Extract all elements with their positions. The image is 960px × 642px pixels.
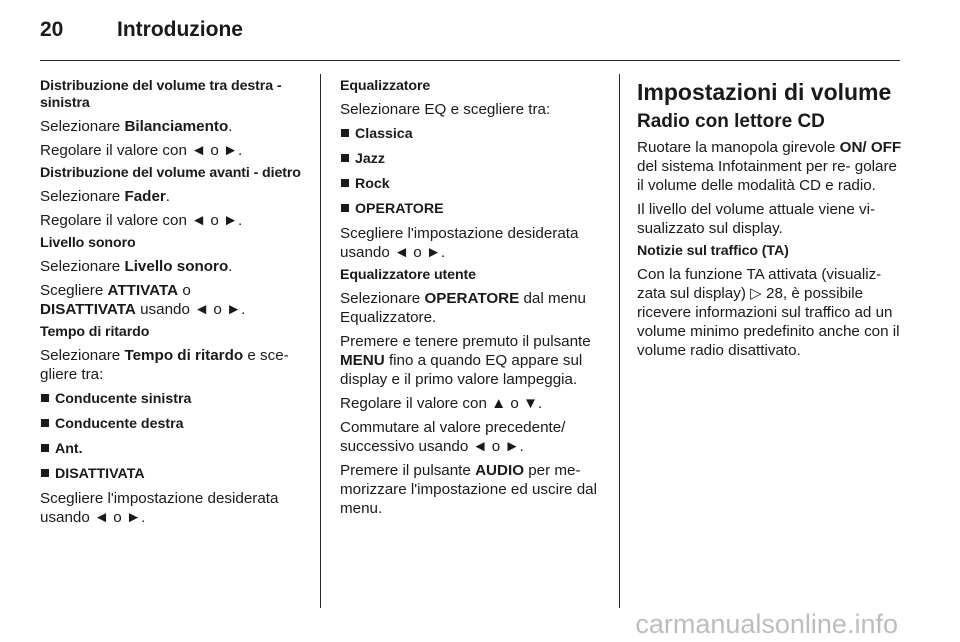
option-label: Ant. [55, 441, 83, 457]
delay-select [40, 346, 308, 384]
option-label: Classica [355, 126, 413, 142]
loudness-select [40, 257, 308, 276]
option-label: Conducente destra [55, 416, 184, 432]
list-item [340, 149, 606, 169]
text: . [165, 188, 171, 205]
loudness-choose [40, 281, 308, 319]
bullet-icon [341, 179, 349, 187]
text: dal menu Equalizzatore. [340, 290, 586, 326]
loudness-heading: Livello sonoro [40, 235, 136, 251]
list-item [40, 414, 308, 434]
fader-adjust: Regolare il valore con ◄ o ►. [40, 212, 243, 229]
radio-text [637, 138, 903, 195]
section-title: Impostazioni di volume [637, 79, 892, 105]
bullet-icon [341, 204, 349, 212]
text: usando ◄ o ►. [135, 301, 246, 318]
user-eq-select [340, 289, 606, 327]
text: per me- morizzare l'impostazione ed uscire dal menu. [340, 462, 597, 517]
eq-final: Scegliere l'impostazione desiderata usando ◄ o ►. [340, 225, 579, 261]
text: Premere e tenere premuto il pulsante [340, 333, 591, 350]
bullet-icon [41, 394, 49, 402]
delay-heading: Tempo di ritardo [40, 324, 150, 340]
audio-button-label: AUDIO [475, 462, 525, 479]
user-eq-store [340, 461, 606, 518]
option-label: Conducente sinistra [55, 391, 192, 407]
list-item [40, 389, 308, 409]
loudness-on: ATTIVATA [107, 282, 179, 299]
fader-heading: Distribuzione del volume avanti - dietro [40, 165, 301, 181]
user-eq-press [340, 332, 606, 389]
balance-adjust: Regolare il valore con ◄ o ►. [40, 142, 243, 159]
ta-text [637, 265, 903, 360]
bullet-icon [41, 444, 49, 452]
watermark: carmanualsonline.info [635, 609, 898, 639]
eq-intro: Selezionare EQ e scegliere tra: [340, 101, 551, 118]
column-3 [637, 78, 903, 365]
text: Con la funzione TA attivata (visualiz- zata sul display) [637, 266, 882, 302]
fader-select [40, 187, 308, 206]
ta-heading: Notizie sul traffico (TA) [637, 243, 789, 259]
list-item [340, 174, 606, 194]
text: . [228, 118, 233, 135]
text: Selezionare [40, 347, 125, 364]
bullet-icon [341, 129, 349, 137]
page-reference-icon[interactable]: ▷ [750, 285, 762, 302]
text: Selezionare [40, 118, 125, 135]
text: del sistema Infotainment per re- golare il volume delle modalità CD e radio. [637, 158, 898, 194]
text: Selezionare [340, 290, 425, 307]
column-divider-2 [619, 74, 620, 608]
option-label: DISATTIVATA [55, 466, 145, 482]
loudness-off: DISATTIVATA [40, 301, 136, 318]
text: Selezionare [40, 188, 125, 205]
bullet-icon [41, 469, 49, 477]
list-item [340, 124, 606, 144]
bullet-icon [41, 419, 49, 427]
list-item [40, 464, 308, 484]
column-1 [40, 78, 308, 532]
text: Premere il pulsante [340, 462, 476, 479]
text: Ruotare la manopola girevole [637, 139, 840, 156]
user-eq-switch: Commutare al valore precedente/ successivo usando ◄ o ►. [340, 419, 566, 455]
text: Selezionare [40, 258, 125, 275]
radio-heading: Radio con lettore CD [637, 111, 825, 132]
radio-level: Il livello del volume attuale viene vi- sualizzato sul display. [637, 201, 876, 237]
balance-heading: Distribuzione del volume tra destra - sinistra [40, 78, 282, 111]
balance-value: Bilanciamento [124, 118, 229, 135]
text: e sce- gliere tra: [40, 347, 289, 383]
balance-select [40, 117, 308, 136]
text: 28, è possibile ricevere informazioni sul traffico ad un volume minimo predefinito anche con il volume radio disattivato. [637, 285, 900, 359]
on-off-knob-label: ON/ OFF [839, 139, 902, 156]
page-title: Introduzione [117, 18, 243, 41]
list-item [340, 199, 606, 219]
column-2 [340, 78, 606, 523]
text: fino a quando EQ appare sul display e il primo valore lampeggia. [340, 352, 583, 388]
menu-button-label: MENU [340, 352, 385, 369]
fader-value: Fader [124, 188, 166, 205]
option-label: Rock [355, 176, 390, 192]
page-number: 20 [40, 18, 64, 41]
eq-heading: Equalizzatore [340, 78, 431, 94]
bullet-icon [341, 154, 349, 162]
user-eq-adjust: Regolare il valore con ▲ o ▼. [340, 395, 543, 412]
delay-final: Scegliere l'impostazione desiderata usando ◄ o ►. [40, 490, 279, 526]
option-label: OPERATORE [355, 201, 444, 217]
list-item [40, 439, 308, 459]
user-eq-value: OPERATORE [424, 290, 520, 307]
user-eq-heading: Equalizzatore utente [340, 267, 476, 283]
loudness-value: Livello sonoro [124, 258, 229, 275]
text: Scegliere [40, 282, 108, 299]
text: . [228, 258, 233, 275]
text: o [178, 282, 191, 299]
column-divider-1 [320, 74, 321, 608]
option-label: Jazz [355, 151, 385, 167]
header-rule [40, 60, 900, 61]
delay-value: Tempo di ritardo [124, 347, 244, 364]
